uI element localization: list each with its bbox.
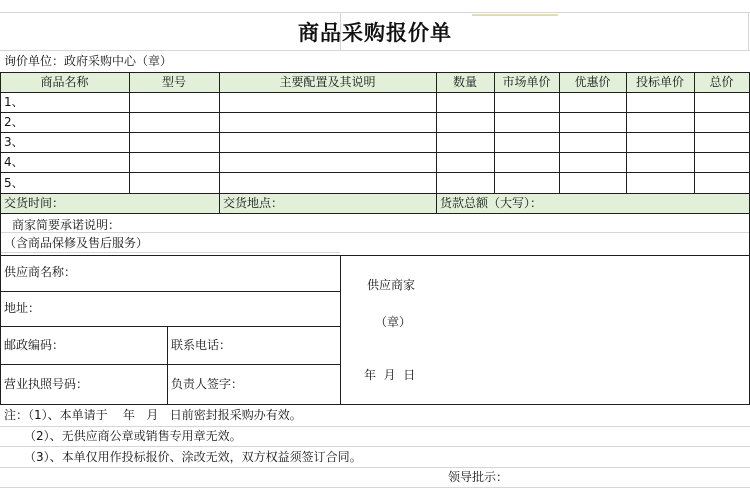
column-header: 总价 <box>709 75 734 89</box>
stamp-label: （章） <box>375 315 412 329</box>
license-label: 营业执照号码： <box>4 377 89 391</box>
document-title: 商品采购报价单 <box>298 21 452 45</box>
column-header: 市场单价 <box>502 75 551 89</box>
delivery-place-label: 交货地点： <box>223 196 284 210</box>
table-row-number: 1、 <box>4 95 24 109</box>
promise-sublabel: （含商品保修及售后服务） <box>4 236 149 250</box>
column-header: 投标单价 <box>635 75 684 89</box>
note-1: 注：（1）、本单请于 年 月 日前密封报采购办有效。 <box>4 408 302 422</box>
total-amount-label: 货款总额（大写）： <box>440 196 543 210</box>
phone-label: 联系电话： <box>171 338 232 352</box>
column-header: 数量 <box>452 75 477 89</box>
table-row-number: 5、 <box>4 176 24 190</box>
date-label: 年 月 日 <box>364 368 416 382</box>
note-3: （3）、本单仅用作投标报价、涂改无效，双方权益须签订合同。 <box>24 450 362 464</box>
column-header: 商品名称 <box>40 75 89 89</box>
delivery-row-fill <box>0 193 750 213</box>
supplier-stamp-label: 供应商家 <box>367 278 416 292</box>
column-header: 主要配置及其说明 <box>279 75 376 89</box>
inquiry-unit-label: 询价单位：政府采购中心（章） <box>4 54 173 68</box>
delivery-time-label: 交货时间： <box>4 196 65 210</box>
table-row-number: 2、 <box>4 115 24 129</box>
promise-label: 商家简要承诺说明： <box>12 218 121 232</box>
supplier-name-label: 供应商名称： <box>4 265 77 279</box>
leader-approval-label: 领导批示： <box>448 470 509 484</box>
table-row-number: 4、 <box>4 155 24 169</box>
table-row-number: 3、 <box>4 135 24 149</box>
note-2: （2）、无供应商公章或销售专用章无效。 <box>24 429 242 443</box>
signer-label: 负责人签字： <box>171 377 244 391</box>
column-header: 型号 <box>161 75 186 89</box>
address-label: 地址： <box>4 301 41 315</box>
postcode-label: 邮政编码： <box>4 338 65 352</box>
column-header: 优惠价 <box>574 75 611 89</box>
